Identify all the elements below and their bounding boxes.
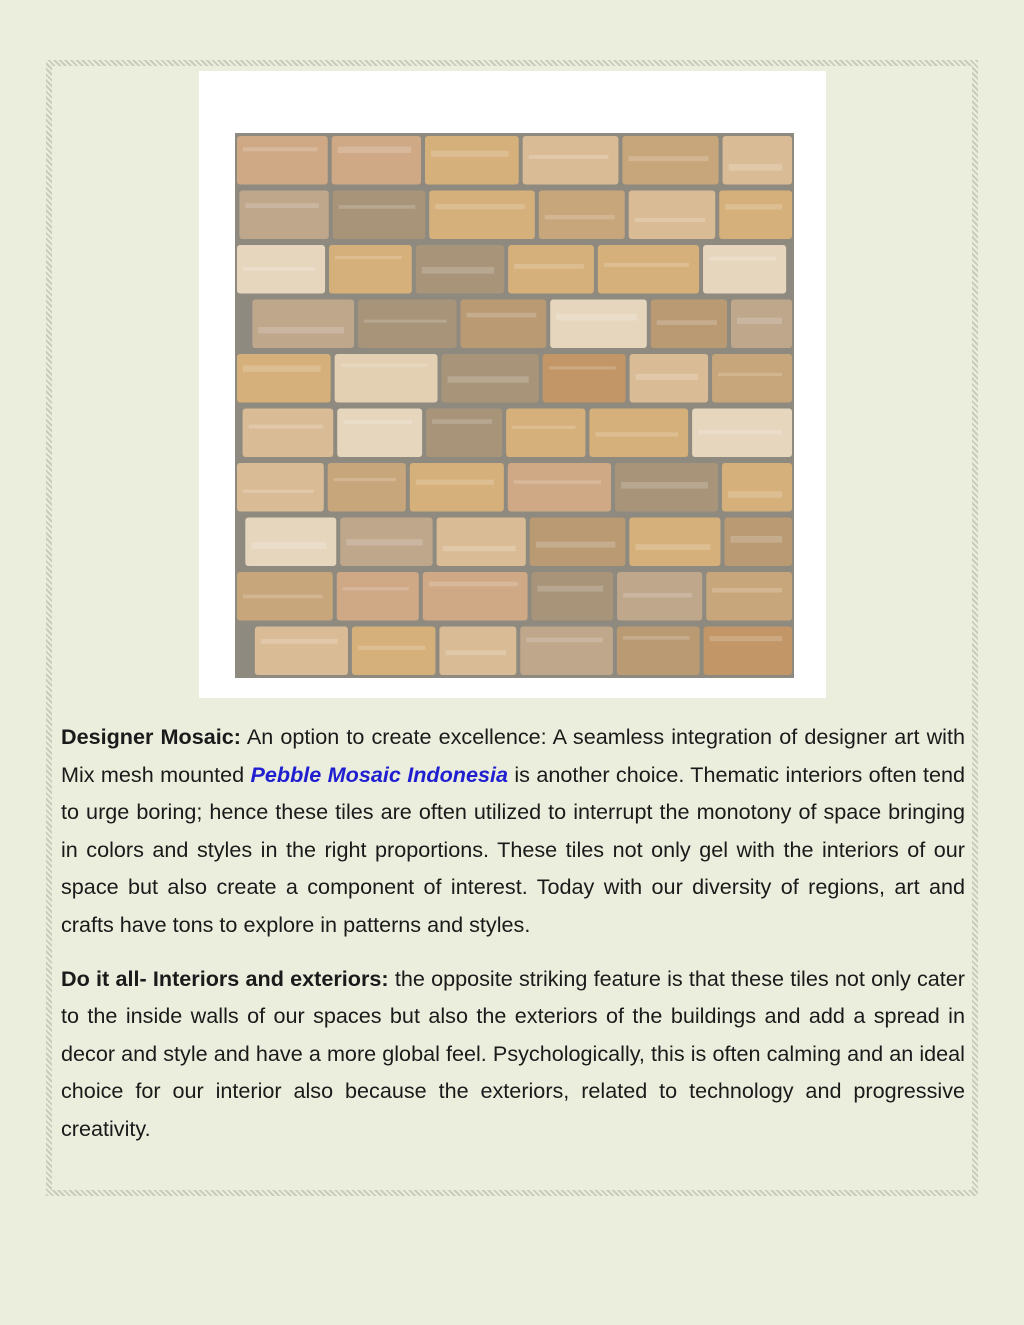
stone-brick — [333, 191, 426, 240]
stone-brick — [352, 627, 436, 676]
stone-texture — [448, 376, 529, 382]
stone-texture — [635, 218, 706, 222]
stone-texture — [467, 313, 537, 318]
stone-brick — [332, 136, 421, 185]
stone-texture — [335, 256, 402, 259]
stone-brick-mosaic-icon — [199, 71, 826, 698]
stone-texture — [432, 419, 492, 424]
stone-texture — [243, 366, 321, 372]
stone-texture — [261, 639, 338, 644]
stone-texture — [549, 366, 616, 369]
stone-brick — [520, 627, 613, 676]
stone-brick — [337, 572, 419, 621]
stone-texture — [514, 264, 584, 269]
stone-texture — [698, 430, 782, 434]
stone-texture — [435, 204, 525, 209]
stone-texture — [431, 151, 509, 157]
stone-texture — [636, 374, 698, 380]
stone-brick — [358, 300, 456, 349]
stone-brick — [237, 136, 328, 185]
stone-brick — [243, 409, 334, 458]
stone-texture — [245, 203, 318, 208]
stone-texture — [243, 490, 314, 493]
stone-texture — [728, 491, 782, 498]
stone-texture — [338, 147, 411, 154]
stone-texture — [416, 480, 494, 485]
stone-texture — [445, 650, 506, 655]
stone-texture — [604, 263, 689, 267]
stone-brick — [425, 136, 519, 185]
paragraph-interiors-exteriors — [61, 960, 965, 1148]
stone-texture — [712, 588, 782, 593]
stone-brick — [335, 354, 438, 403]
article-body — [61, 718, 965, 1164]
stone-brick — [337, 409, 422, 458]
stone-texture — [343, 587, 409, 590]
stone-texture — [621, 482, 708, 489]
stone-texture — [364, 320, 446, 323]
stone-brick — [629, 518, 720, 567]
stone-brick — [426, 409, 502, 458]
stone-texture — [729, 164, 782, 171]
stone-brick — [712, 354, 792, 403]
stone-texture — [710, 636, 782, 641]
stone-texture — [249, 425, 324, 429]
stone-brick — [598, 245, 699, 294]
stone-brick — [722, 463, 792, 512]
pebble-mosaic-link[interactable]: Pebble Mosaic Indonesia — [250, 761, 509, 787]
stone-texture — [725, 204, 782, 209]
stone-brick — [508, 245, 594, 294]
stone-texture — [623, 593, 692, 598]
stone-texture — [635, 544, 710, 550]
stone-texture — [737, 318, 782, 324]
stone-brick — [329, 245, 412, 294]
stone-texture — [422, 267, 494, 274]
stone-texture — [512, 426, 575, 429]
stone-brick — [539, 191, 625, 240]
stone-brick — [508, 463, 611, 512]
stone-brick — [237, 463, 324, 512]
stone-brick — [719, 191, 792, 240]
stone-texture — [243, 267, 315, 271]
stone-texture — [358, 646, 426, 650]
heading-designer-mosaic: Designer Mosaic: — [61, 724, 241, 749]
stone-brick — [255, 627, 348, 676]
stone-texture — [709, 257, 776, 261]
stone-texture — [536, 542, 616, 548]
stone-brick — [237, 354, 331, 403]
stone-texture — [718, 373, 782, 376]
stone-texture — [730, 536, 782, 543]
stone-brick — [617, 627, 700, 676]
stone-brick — [461, 300, 547, 349]
stone-brick — [239, 191, 328, 240]
stone-texture — [251, 542, 326, 549]
stone-texture — [346, 539, 422, 545]
paragraph-text: is another choice. Thematic interiors often tend to urge boring; hence these tiles are often utilized to interrupt the monotony of space bringing in colors and styles in the right proportions. These tiles not only gel with the interiors of our space but also create a component of interest. Today with our diversity of regions, art and crafts have tons to explore in patterns and styles. — [61, 761, 966, 937]
stone-texture — [628, 156, 708, 161]
stone-brick — [252, 300, 354, 349]
stone-texture — [243, 595, 323, 599]
stone-brick — [550, 300, 647, 349]
stone-texture — [595, 432, 678, 436]
paragraph-text: An option to create excellence: A seamless integration of designer art with Mix mesh mounted — [61, 724, 965, 787]
stone-brick — [543, 354, 626, 403]
stone-texture — [556, 314, 637, 321]
stone-texture — [443, 546, 516, 551]
paragraph-designer-mosaic — [61, 718, 965, 944]
stone-brick — [506, 409, 585, 458]
stone-texture — [657, 320, 717, 325]
stone-brick — [532, 572, 614, 621]
stone-brick — [437, 518, 526, 567]
stone-texture — [514, 480, 601, 483]
paragraph-text: the opposite striking feature is that these tiles not only cater to the inside walls of our spaces but also the exteriors of the buildings and add a spread in decor and style and have a more global feel. Psychologically, this is often calming and an ideal choice for our interior also because the exteriors, related to technology and progressive creativity. — [61, 965, 965, 1141]
stone-texture — [529, 155, 609, 159]
stone-texture — [343, 420, 412, 424]
stone-brick — [706, 572, 792, 621]
stone-texture — [538, 586, 604, 592]
stone-brick — [429, 191, 535, 240]
stone-brick — [703, 245, 786, 294]
stone-texture — [545, 215, 615, 219]
stone-brick — [723, 136, 792, 185]
stone-brick — [704, 627, 792, 676]
stone-texture — [334, 478, 396, 481]
stone-texture — [526, 638, 603, 643]
mosaic-tile-image — [199, 71, 826, 698]
stone-texture — [429, 582, 518, 587]
stone-texture — [243, 147, 318, 151]
stone-texture — [339, 205, 416, 209]
stone-texture — [623, 636, 690, 640]
stone-brick — [423, 572, 528, 621]
stone-brick — [629, 191, 716, 240]
stone-texture — [341, 363, 428, 367]
stone-brick — [245, 518, 336, 567]
heading-interiors-exteriors: Do it all- Interiors and exteriors: — [61, 965, 389, 991]
stone-texture — [258, 327, 344, 333]
stone-brick — [328, 463, 406, 512]
stone-brick — [523, 136, 619, 185]
stone-brick — [410, 463, 504, 512]
